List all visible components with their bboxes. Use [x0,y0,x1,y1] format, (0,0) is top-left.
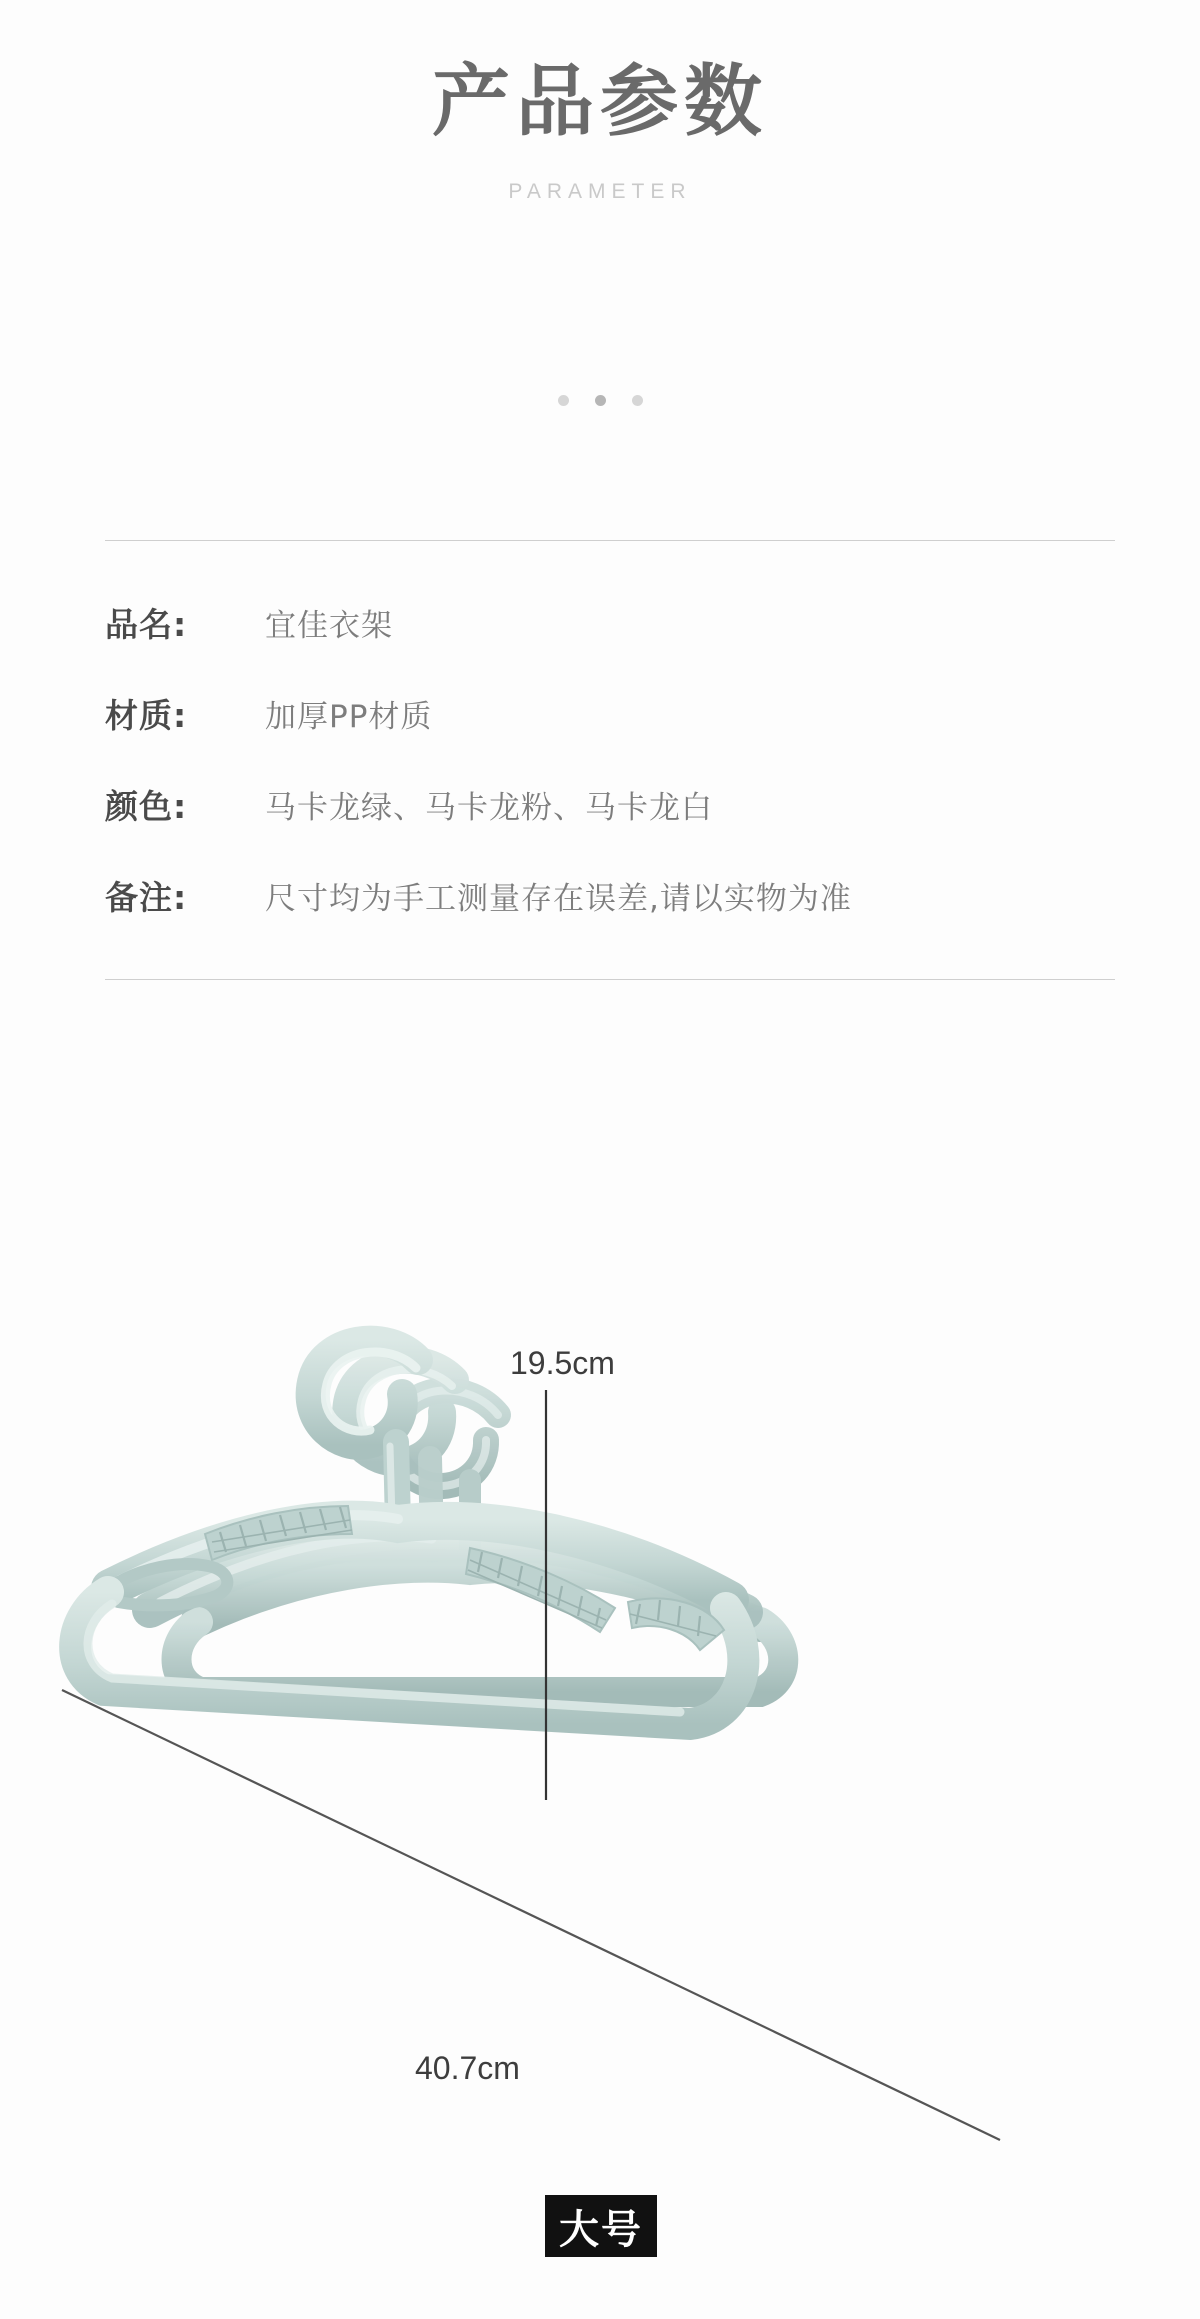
product-image-area [0,1320,1200,2200]
carousel-dot-active[interactable] [595,395,606,406]
table-row [105,599,1115,646]
page-header [0,57,1200,204]
carousel-dot[interactable] [632,395,643,406]
carousel-dots [0,395,1200,406]
spec-label: 材质: [105,696,188,735]
spec-table [105,540,1115,980]
hanger-illustration [0,1320,1200,2200]
page-subtitle: PARAMETER [508,179,692,203]
length-measure-line [62,1690,1000,2140]
spec-value: 宜佳衣架 [265,608,393,644]
spec-label: 品名: [105,605,188,644]
spec-label: 备注: [105,878,188,917]
divider-bottom [105,979,1115,980]
table-row [105,872,1115,919]
spec-label: 颜色: [105,787,188,826]
spec-value: 马卡龙绿、马卡龙粉、马卡龙白 [265,790,713,826]
spec-value: 尺寸均为手工测量存在误差,请以实物为准 [265,881,852,917]
page-title: 产品参数 [431,57,768,147]
table-row [105,690,1115,737]
spec-value: 加厚PP材质 [265,699,433,735]
table-row [105,781,1115,828]
size-badge: 大号 [545,2195,657,2257]
carousel-dot[interactable] [558,395,569,406]
length-measure-label: 40.7cm [415,2050,520,2086]
width-measure-label: 19.5cm [510,1345,615,1381]
spec-rows [105,541,1115,979]
